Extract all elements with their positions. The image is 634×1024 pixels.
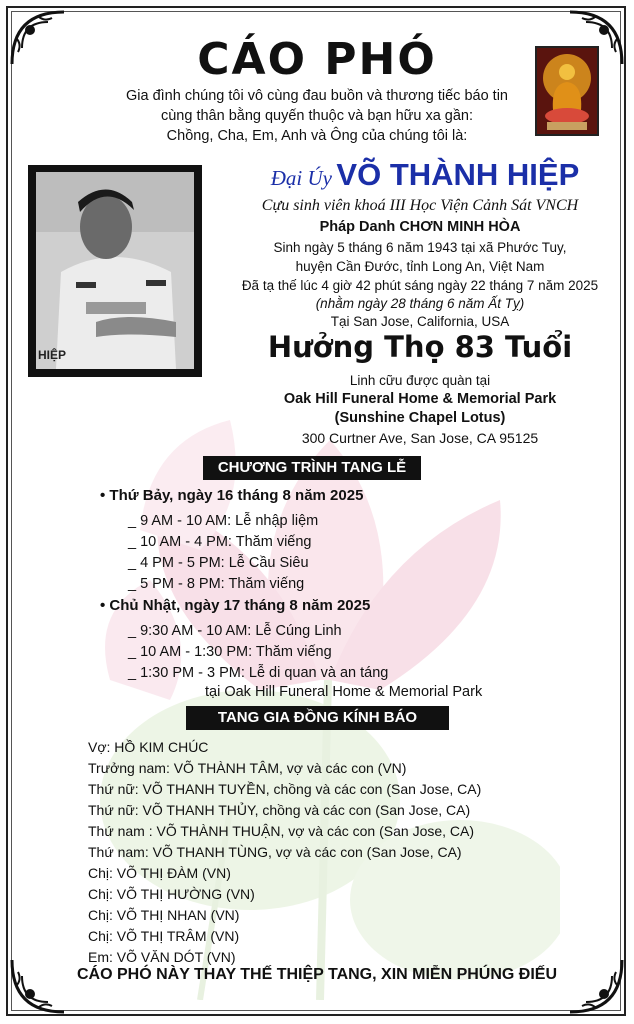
family-member: Thứ nam : VÕ THÀNH THUẬN, vợ và các con (San Jose, CA) bbox=[88, 823, 475, 839]
footer-notice: CÁO PHÓ NÀY THAY THẾ THIỆP TANG, XIN MIỄN PHÚNG ĐIẾU bbox=[76, 966, 558, 983]
place-line: Tại San Jose, California, USA bbox=[330, 314, 510, 329]
schedule-item: _ 10 AM - 4 PM: Thăm viếng bbox=[128, 534, 312, 550]
family-member: Chị: VÕ THỊ HƯỜNG (VN) bbox=[88, 886, 255, 902]
day-1-date-text: Thứ Bảy, ngày 16 tháng 8 năm 2025 bbox=[109, 487, 364, 504]
day-2-date-text: Chủ Nhật, ngày 17 tháng 8 năm 2025 bbox=[109, 597, 371, 614]
portrait-photo bbox=[36, 172, 194, 369]
schedule-item: _ 9:30 AM - 10 AM: Lễ Cúng Linh bbox=[128, 623, 342, 639]
deceased-rank: Đại Úy bbox=[270, 166, 332, 190]
venue-name: Oak Hill Funeral Home & Memorial Park bbox=[283, 391, 557, 407]
died-line: Đã tạ thế lúc 4 giờ 42 phút sáng ngày 22 tháng 7 năm 2025 bbox=[241, 278, 599, 293]
program-header: CHƯƠNG TRÌNH TANG LỄ bbox=[203, 456, 421, 480]
deceased-heading bbox=[240, 157, 610, 193]
family-member: Trưởng nam: VÕ THÀNH TÂM, vợ và các con (VN) bbox=[88, 760, 407, 776]
deceased-name: VÕ THÀNH HIỆP bbox=[336, 157, 580, 192]
venue-intro: Linh cữu được quàn tại bbox=[349, 373, 491, 388]
intro-line-2: cùng thân bằng quyến thuộc và bạn hữu xa gần: bbox=[160, 108, 474, 124]
family-member: Thứ nữ: VÕ THANH THỦY, chồng và các con (San Jose, CA) bbox=[88, 802, 471, 818]
family-member: Thứ nữ: VÕ THANH TUYỀN, chồng và các con (San Jose, CA) bbox=[88, 781, 482, 797]
age-line: Hưởng Thọ 83 Tuổi bbox=[267, 330, 573, 364]
family-member: Chị: VÕ THỊ NHAN (VN) bbox=[88, 907, 240, 923]
venue-chapel: (Sunshine Chapel Lotus) bbox=[334, 410, 506, 426]
schedule-item: _ 9 AM - 10 AM: Lễ nhập liệm bbox=[128, 513, 319, 529]
dharma-name: Pháp Danh CHƠN MINH HÒA bbox=[319, 219, 521, 235]
intro-line-3: Chồng, Cha, Em, Anh và Ông của chúng tôi là: bbox=[166, 128, 468, 144]
born-line-1: Sinh ngày 5 tháng 6 năm 1943 tại xã Phước Tuy, bbox=[273, 240, 567, 255]
schedule-item: _ 5 PM - 8 PM: Thăm viếng bbox=[128, 576, 305, 592]
corner-ornament-bottom-right bbox=[566, 956, 626, 1016]
photo-name-tag: HIỆP bbox=[38, 348, 67, 362]
family-member: Thứ nam: VÕ THANH TÙNG, vợ và các con (San Jose, CA) bbox=[88, 844, 462, 860]
born-line-2: huyện Cần Đước, tỉnh Long An, Việt Nam bbox=[295, 259, 545, 274]
corner-ornament-bottom-left bbox=[8, 956, 68, 1016]
schedule-item: _ 1:30 PM - 3 PM: Lễ di quan và an táng bbox=[128, 665, 389, 681]
intro-line-1: Gia đình chúng tôi vô cùng đau buồn và thương tiếc báo tin bbox=[126, 88, 508, 104]
family-header: TANG GIA ĐỒNG KÍNH BÁO bbox=[186, 706, 449, 730]
schedule-note: tại Oak Hill Funeral Home & Memorial Park bbox=[205, 684, 483, 700]
page-title: CÁO PHÓ bbox=[197, 34, 437, 85]
schedule-item: _ 4 PM - 5 PM: Lễ Cầu Siêu bbox=[128, 555, 309, 571]
family-member: Vợ: HỒ KIM CHÚC bbox=[88, 739, 209, 755]
family-member: Chị: VÕ THỊ ĐÀM (VN) bbox=[88, 865, 231, 881]
alumni-line: Cựu sinh viên khoá III Học Viện Cảnh Sát VNCH bbox=[261, 197, 579, 214]
schedule-item: _ 10 AM - 1:30 PM: Thăm viếng bbox=[128, 644, 332, 660]
day-2-date: • Chủ Nhật, ngày 17 tháng 8 năm 2025 bbox=[100, 597, 371, 614]
day-1-date: • Thứ Bảy, ngày 16 tháng 8 năm 2025 bbox=[100, 487, 364, 504]
family-member: Chị: VÕ THỊ TRÂM (VN) bbox=[88, 928, 240, 944]
venue-address: 300 Curtner Ave, San Jose, CA 95125 bbox=[301, 430, 539, 446]
lunar-date-line: (nhằm ngày 28 tháng 6 năm Ất Tỵ) bbox=[315, 296, 525, 311]
family-member: Em: VÕ VĂN DÓT (VN) bbox=[88, 949, 236, 965]
